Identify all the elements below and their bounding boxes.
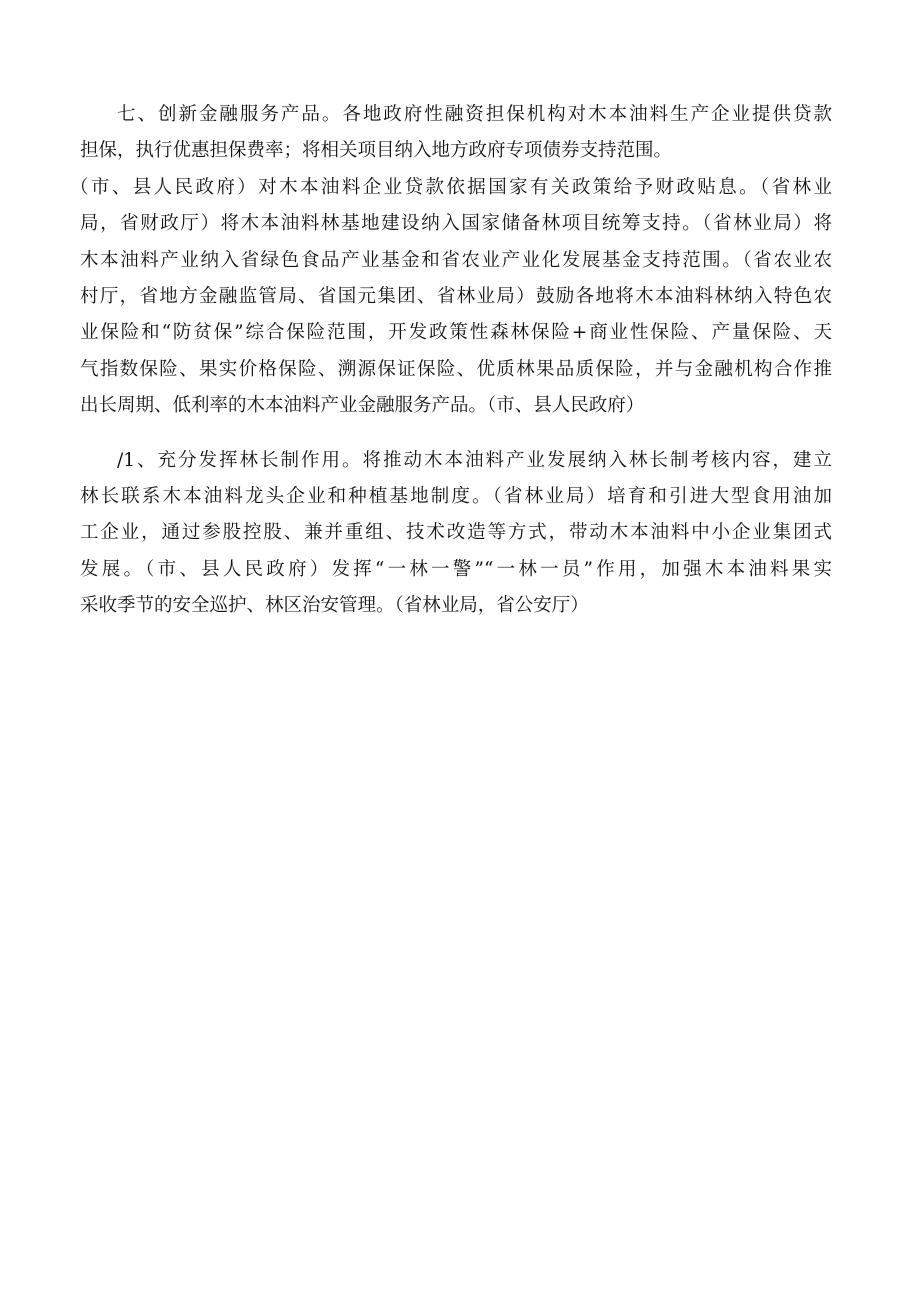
text-line: 村厅，省地方金融监管局、省国元集团、省林业局）鼓励各地将木本油料林纳入特色农 (80, 285, 832, 307)
text-line: （市、县人民政府）对木本油料企业贷款依据国家有关政策给予财政贴息。（省林业 (70, 176, 832, 198)
text-line: 业保险和“防贫保”综合保险范围，开发政策性森林保险+商业性保险、产量保险、天 (80, 322, 832, 344)
text-line: /1、充分发挥林长制作用。将推动木本油料产业发展纳入林长制考核内容，建立 (117, 449, 832, 471)
text-line: 工企业，通过参股控股、兼并重组、技术改造等方式，带动木本油料中小企业集团式 (80, 522, 832, 544)
text-line: 发展。（市、县人民政府）发挥“一林一警”“一林一员”作用，加强木本油料果实 (80, 558, 832, 580)
text-line: 担保，执行优惠担保费率；将相关项目纳入地方政府专项债券支持范围。 (80, 140, 673, 162)
document-page (70, 97, 832, 624)
text-line: 出长周期、低利率的木本油料产业金融服务产品。（市、县人民政府） (80, 395, 645, 417)
text-line: 木本油料产业纳入省绿色食品产业基金和省农业产业化发展基金支持范围。（省农业农 (80, 249, 832, 271)
text-line: 气指数保险、果实价格保险、溯源保证保险、优质林果品质保险，并与金融机构合作推 (80, 358, 832, 380)
text-line: 局，省财政厅）将木本油料林基地建设纳入国家储备林项目统筹支持。（省林业局）将 (80, 213, 832, 235)
text-line: 采收季节的安全巡护、林区治安管理。（省林业局，省公安厅） (80, 595, 589, 617)
text-line: 林长联系木本油料龙头企业和种植基地制度。（省林业局）培育和引进大型食用油加 (80, 485, 832, 507)
paragraph-forest-chief-system (80, 443, 832, 625)
paragraph-financial-services (70, 97, 832, 425)
text-line: 七、创新金融服务产品。各地政府性融资担保机构对木本油料生产企业提供贷款 (117, 104, 832, 125)
